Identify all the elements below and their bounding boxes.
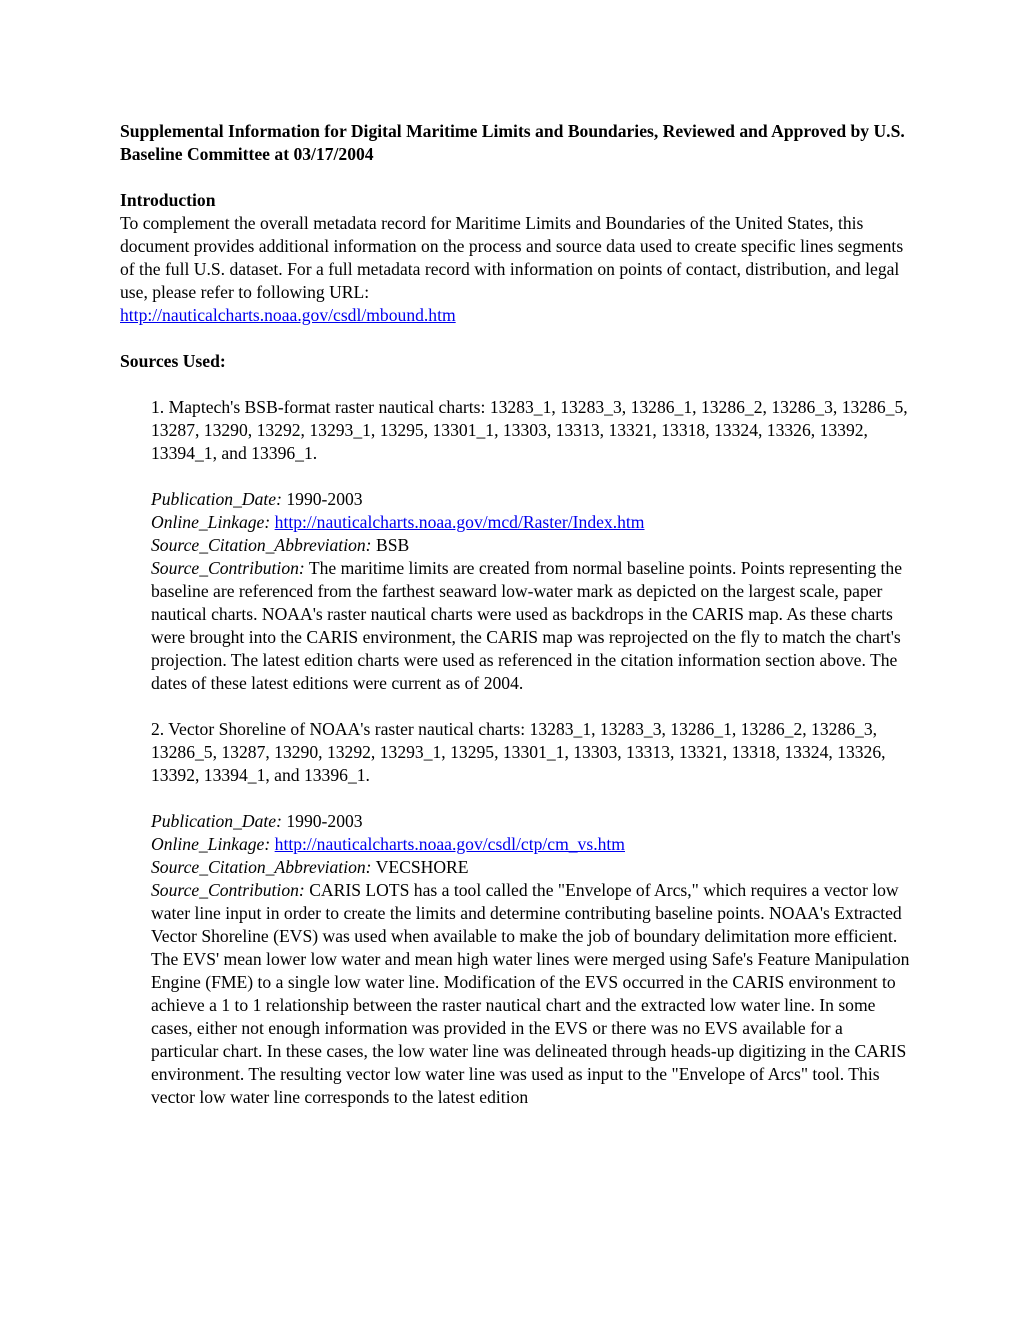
source-1-metadata <box>120 488 910 695</box>
source-2-online-linkage <box>151 833 910 856</box>
document-page <box>120 120 910 1132</box>
publication-date-label: Publication_Date: <box>151 489 282 509</box>
sources-heading: Sources Used: <box>120 351 226 371</box>
abbreviation-label: Source_Citation_Abbreviation: <box>151 535 372 555</box>
publication-date-label: Publication_Date: <box>151 811 282 831</box>
publication-date-value: 1990-2003 <box>286 489 363 509</box>
introduction-body <box>120 212 910 327</box>
abbreviation-label: Source_Citation_Abbreviation: <box>151 857 372 877</box>
source-2-abbreviation <box>151 856 910 879</box>
source-1-online-linkage <box>151 511 910 534</box>
source-2-publication-date <box>151 810 910 833</box>
abbreviation-value: VECSHORE <box>375 857 469 877</box>
source-1-publication-date <box>151 488 910 511</box>
online-linkage-label: Online_Linkage: <box>151 512 271 532</box>
online-linkage-link[interactable]: http://nauticalcharts.noaa.gov/mcd/Raster/Index.htm <box>274 512 645 532</box>
publication-date-value: 1990-2003 <box>286 811 363 831</box>
introduction-heading: Introduction <box>120 190 216 210</box>
source-2-metadata <box>120 810 910 1109</box>
source-item-2: 2. Vector Shoreline of NOAA's raster nautical charts: 13283_1, 13283_3, 13286_1, 13286_2, 13286_3, 13286_5, 13287, 13290, 13292, 13293_1, 13295, 13301_1, 13303, 13313, 13321, 13318, 13324, 13326, 13392, 13394_1, and 13396_1. <box>151 719 886 785</box>
contribution-label: Source_Contribution: <box>151 558 305 578</box>
contribution-text: CARIS LOTS has a tool called the "Envelope of Arcs," which requires a vector low water line input in order to create the limits and determine contributing baseline points. NOAA's Extracted Vector Shoreline (EVS) was used when available to make the job of boundary delimitation more efficient. The EVS' mean lower low water and mean high water lines were merged using Safe's Feature Manipulation Engine (FME) to a single low water line. Modification of the EVS occurred in the CARIS environment to achieve a 1 to 1 relationship between the raster nautical chart and the extracted low water line. In some cases, either not enough information was provided in the EVS or there was no EVS available for a particular chart. In these cases, the low water line was delineated through heads-up digitizing in the CARIS environment. The resulting vector low water line was used as input to the "Envelope of Arcs" tool. This vector low water line corresponds to the latest edition <box>151 880 910 1107</box>
source-1-contribution <box>151 557 910 695</box>
source-item-1: 1. Maptech's BSB-format raster nautical charts: 13283_1, 13283_3, 13286_1, 13286_2, 13286_3, 13286_5, 13287, 13290, 13292, 13293_1, 13295, 13301_1, 13303, 13313, 13321, 13318, 13324, 13326, 13392, 13394_1, and 13396_1. <box>151 397 908 463</box>
source-2-contribution <box>151 879 910 1109</box>
source-1-abbreviation <box>151 534 910 557</box>
metadata-url-link[interactable]: http://nauticalcharts.noaa.gov/csdl/mbound.htm <box>120 305 456 325</box>
abbreviation-value: BSB <box>375 535 410 555</box>
introduction-section <box>120 189 910 327</box>
introduction-text: To complement the overall metadata record for Maritime Limits and Boundaries of the United States, this document provides additional information on the process and source data used to create specific lines segments of the full U.S. dataset. For a full metadata record with information on points of contact, distribution, and legal use, please refer to following URL: <box>120 213 904 302</box>
online-linkage-link[interactable]: http://nauticalcharts.noaa.gov/csdl/ctp/cm_vs.htm <box>274 834 625 854</box>
online-linkage-label: Online_Linkage: <box>151 834 271 854</box>
document-title: Supplemental Information for Digital Maritime Limits and Boundaries, Reviewed and Approved by U.S. Baseline Committee at 03/17/2004 <box>120 121 905 164</box>
contribution-label: Source_Contribution: <box>151 880 305 900</box>
contribution-text: The maritime limits are created from normal baseline points. Points representing the baseline are referenced from the farthest seaward low-water mark as depicted on the largest scale, paper nautical charts. NOAA's raster nautical charts were used as backdrops in the CARIS map. As these charts were brought into the CARIS environment, the CARIS map was reprojected on the fly to match the chart's projection. The latest edition charts were used as referenced in the citation information section above. The dates of these latest editions were current as of 2004. <box>151 558 903 693</box>
